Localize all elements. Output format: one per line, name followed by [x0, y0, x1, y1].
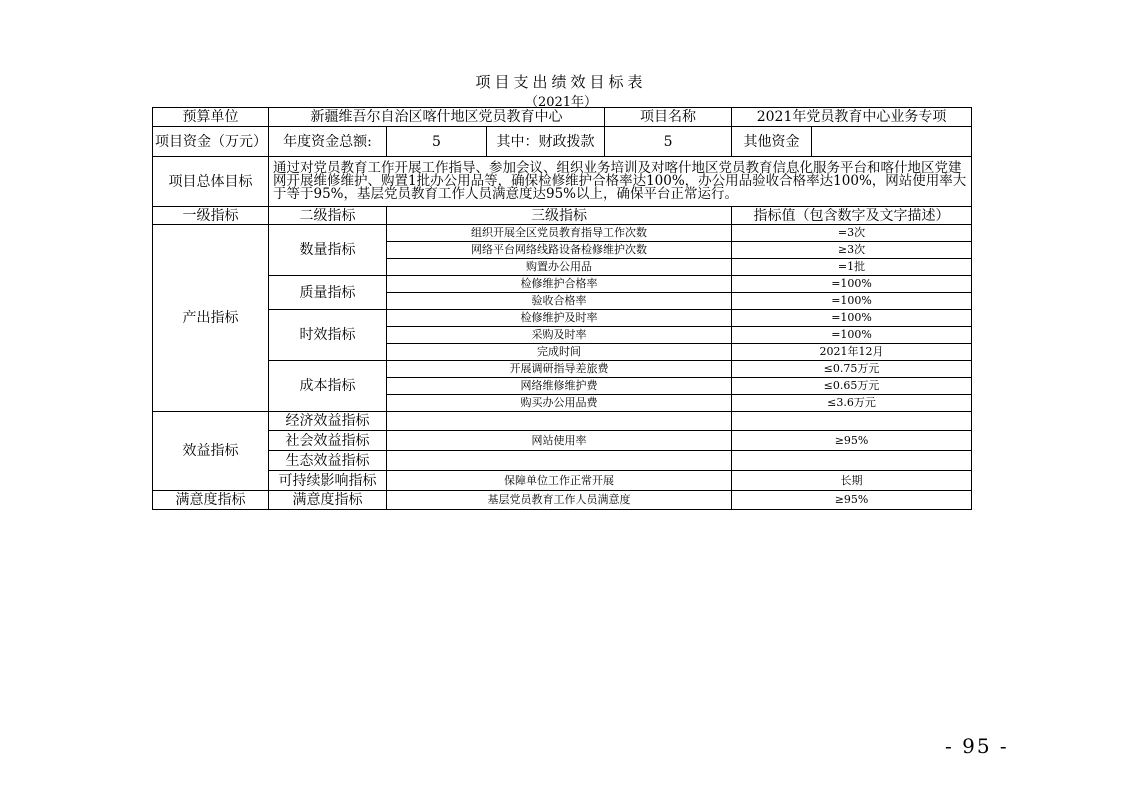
table-row-value: 2021年12月: [732, 344, 972, 361]
annual-total-label: 年度资金总额:: [269, 127, 387, 157]
annual-total-value: 5: [387, 127, 487, 157]
table-row-name: 检修维护合格率: [387, 276, 732, 293]
timeliness-label: 时效指标: [269, 310, 387, 361]
table-row-value: ≥95%: [732, 491, 972, 510]
economic-label: 经济效益指标: [269, 412, 387, 431]
table-row-name: 组织开展全区党员教育指导工作次数: [387, 225, 732, 242]
table-row-value: ≤0.75万元: [732, 361, 972, 378]
table-row-value: [732, 412, 972, 431]
social-label: 社会效益指标: [269, 431, 387, 451]
table-row-value: =100%: [732, 327, 972, 344]
quality-label: 质量指标: [269, 276, 387, 310]
table-row-value: ≤0.65万元: [732, 378, 972, 395]
satisfaction-label: 满意度指标: [269, 491, 387, 510]
table-row-name: 网站使用率: [387, 431, 732, 451]
project-name-value: 2021年党员教育中心业务专项: [732, 108, 972, 127]
table-row-value: [732, 451, 972, 471]
output-level1: 产出指标: [153, 225, 269, 412]
table-row-name: 验收合格率: [387, 293, 732, 310]
table-row-name: 检修维护及时率: [387, 310, 732, 327]
benefit-level1: 效益指标: [153, 412, 269, 491]
table-row-name: [387, 412, 732, 431]
table-row-name: 保障单位工作正常开展: [387, 471, 732, 491]
fiscal-label: 其中：财政拨款: [487, 127, 605, 157]
quantity-label: 数量指标: [269, 225, 387, 276]
table-row-value: ≥95%: [732, 431, 972, 451]
col-header-level1: 一级指标: [153, 207, 269, 225]
sustainable-label: 可持续影响指标: [269, 471, 387, 491]
table-row-name: 基层党员教育工作人员满意度: [387, 491, 732, 510]
performance-table: [152, 107, 972, 510]
table-row-value: =3次: [732, 225, 972, 242]
table-row-name: 开展调研指导差旅费: [387, 361, 732, 378]
col-header-level3: 三级指标: [387, 207, 732, 225]
ecological-label: 生态效益指标: [269, 451, 387, 471]
cost-label: 成本指标: [269, 361, 387, 412]
table-row-value: =100%: [732, 310, 972, 327]
table-row-name: 网络平台网络线路设备检修维护次数: [387, 242, 732, 259]
document-title: 项目支出绩效目标表: [475, 73, 647, 91]
project-name-label: 项目名称: [605, 108, 732, 127]
table-row-name: 购置办公用品: [387, 259, 732, 276]
col-header-value: 指标值（包含数字及文字描述）: [732, 207, 972, 225]
col-header-level2: 二级指标: [269, 207, 387, 225]
budget-unit-label: 预算单位: [153, 108, 269, 127]
goal-label: 项目总体目标: [153, 157, 269, 207]
table-row-value: =1批: [732, 259, 972, 276]
document-year: （2021年）: [524, 95, 598, 110]
table-row-value: =100%: [732, 276, 972, 293]
fiscal-value: 5: [605, 127, 732, 157]
satisfaction-level1: 满意度指标: [153, 491, 269, 510]
other-funds-value: [812, 127, 972, 157]
table-row-name: 网络维修维护费: [387, 378, 732, 395]
table-row-name: 采购及时率: [387, 327, 732, 344]
funds-label: 项目资金（万元）: [153, 127, 269, 157]
table-row-name: 完成时间: [387, 344, 732, 361]
page-number: - 95 -: [945, 734, 1009, 758]
table-row-value: =100%: [732, 293, 972, 310]
other-funds-label: 其他资金: [732, 127, 812, 157]
table-row-value: 长期: [732, 471, 972, 491]
table-row-value: ≤3.6万元: [732, 395, 972, 412]
table-row-value: ≥3次: [732, 242, 972, 259]
table-row-name: 购买办公用品费: [387, 395, 732, 412]
goal-text: 通过对党员教育工作开展工作指导、参加会议、组织业务培训及对喀什地区党员教育信息化服务平台和喀什地区党建网开展维修维护、购置1批办公用品等，确保检修维护合格率达100%，办公用品验收合格率达100%，网站使用率大于等于95%，基层党员教育工作人员满意度达95%以上，确保平台正常运行。: [269, 157, 972, 207]
budget-unit-value: 新疆维吾尔自治区喀什地区党员教育中心: [269, 108, 605, 127]
table-row-name: [387, 451, 732, 471]
